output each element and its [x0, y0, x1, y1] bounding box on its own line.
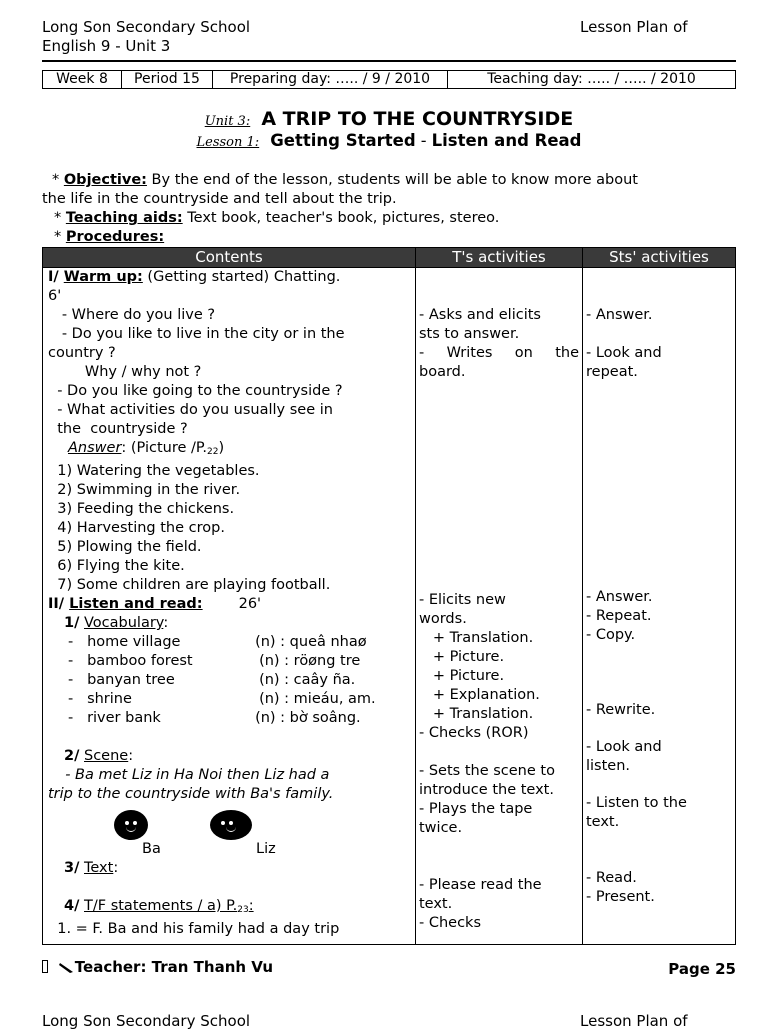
answer-page: 22 — [207, 447, 219, 457]
page-number: Page 25 — [668, 960, 736, 978]
period-cell — [122, 71, 213, 89]
tf-label: T/F statements / a) $P._{23}$: — [84, 898, 254, 915]
subject-line: English 9 - Unit 3 — [42, 37, 171, 55]
teacher-line: words. — [419, 611, 467, 627]
vocab-heading: 1/ Vocabulary: — [64, 615, 169, 631]
student-line: listen. — [586, 758, 631, 774]
objective: * Objective: By the end of the lesson, students will be able to know more about — [52, 172, 638, 188]
aids-label: Teaching aids: — [65, 210, 183, 226]
tf-label-text: T/F statements / a) P. — [84, 898, 238, 914]
answer-item: 4) Harvesting the crop. — [48, 520, 225, 536]
tf-page: 23 — [237, 905, 249, 915]
objective-text: By the end of the lesson, students will be able to know more about — [146, 172, 638, 188]
teacher-line — [419, 857, 579, 876]
teacher-line: - Please read the — [419, 877, 542, 893]
vocab-item: - home village (n) : queâ nhaø — [68, 634, 367, 650]
face-names — [48, 840, 412, 859]
procedures: * Procedures: — [54, 229, 165, 245]
warmup-line: - What activities do you usually see in — [48, 402, 333, 418]
student-line: - Rewrite. — [586, 702, 656, 718]
teacher-line: + Picture. — [419, 668, 505, 684]
teacher-line: + Translation. — [419, 630, 534, 646]
vocab-vi: (n) : caây ña. — [259, 672, 356, 688]
student-line: - Repeat. — [586, 608, 652, 624]
answer-line: Answer: (Picture $/P._{22}$) — [68, 440, 225, 457]
teacher-line: sts to answer. — [419, 326, 520, 342]
liz-face-icon — [210, 810, 252, 840]
answer-item: 3) Feeding the chickens. — [48, 501, 235, 517]
lesson-title-row — [42, 131, 736, 150]
vocab-en: home village — [87, 634, 181, 650]
tf-first: 1. = F. Ba and his family had a day trip — [48, 921, 340, 937]
procedures-label: Procedures: — [65, 229, 165, 245]
box-icon — [42, 960, 48, 973]
vocab-vi: (n) : mieáu, am. — [259, 691, 376, 707]
pen-icon — [59, 962, 75, 972]
col-teacher: T's activities — [416, 248, 583, 268]
student-line: - Present. — [586, 889, 655, 905]
scene-text: trip to the countryside with Ba's family. — [48, 786, 334, 802]
lesson-title-b: Listen and Read — [431, 131, 582, 150]
answer-label: Answer — [68, 440, 122, 456]
teacher-line: introduce the text. — [419, 782, 554, 798]
school-name: Long Son Secondary School — [42, 18, 251, 36]
student-line: - Read. — [586, 870, 637, 886]
student-line: - Copy. — [586, 627, 636, 643]
warmup-time: 6' — [48, 288, 62, 304]
students-cell — [583, 268, 736, 945]
answer-item: 7) Some children are playing football. — [48, 577, 331, 593]
col-contents: Contents — [43, 248, 416, 268]
teacher-line: - Plays the tape — [419, 801, 533, 817]
student-line: - Listen to the — [586, 795, 687, 811]
teacher-line — [419, 743, 579, 762]
teacher-line: - Checks (ROR) — [419, 725, 529, 741]
vocab-en: river bank — [87, 710, 161, 726]
vocab-item: - river bank (n) : bờ soâng. — [68, 710, 361, 726]
listen-label: Listen and read: — [69, 596, 203, 612]
student-line: - Look and — [586, 739, 662, 755]
warmup-label: Warm up: — [63, 269, 143, 285]
procedure-table — [42, 247, 736, 945]
ba-face-icon — [114, 810, 148, 840]
answer-item: 6) Flying the kite. — [48, 558, 185, 574]
header-rule — [42, 60, 736, 62]
warmup-line: Why / why not ? — [48, 364, 202, 380]
faces-row — [48, 804, 412, 840]
objective-cont: the life in the countryside and tell about the trip. — [42, 191, 397, 207]
listen-heading: II/ Listen and read: 26' — [48, 596, 262, 612]
student-line — [586, 325, 732, 344]
teacher-line — [419, 838, 579, 857]
student-line: - Answer. — [586, 589, 653, 605]
warmup-line: - Where do you live ? — [48, 307, 216, 323]
unit-title-row — [42, 108, 736, 130]
vocab-vi: (n) : röøng tre — [259, 653, 361, 669]
week-cell: Week 8 — [43, 71, 122, 89]
answer-item: 2) Swimming in the river. — [48, 482, 241, 498]
page-footer — [42, 958, 736, 976]
text-heading: 3/ Text: — [64, 860, 119, 876]
preparing-cell: Preparing day: ….. / 9 / 2010 — [213, 71, 448, 89]
teacher-line: - Asks and elicits — [419, 307, 541, 323]
teacher-line: text. — [419, 896, 453, 912]
answer-text: : (Picture /P. — [121, 440, 208, 456]
vocab-en: shrine — [87, 691, 132, 707]
unit-title: A TRIP TO THE COUNTRYSIDE — [261, 108, 574, 130]
vocab-label: Vocabulary — [84, 615, 164, 631]
teacher-line: - Writes on the — [419, 345, 579, 361]
unit-tag: Unit 3: — [204, 114, 251, 129]
next-school-name: Long Son Secondary School — [42, 1012, 251, 1030]
col-students: Sts' activities — [583, 248, 736, 268]
vocab-item: - shrine (n) : mieáu, am. — [68, 691, 376, 707]
ba-name: Ba — [142, 841, 161, 857]
lesson-tag: Lesson 1: — [196, 135, 260, 150]
next-plan-label: Lesson Plan of — [580, 1012, 688, 1030]
text-label: Text — [84, 860, 114, 876]
answer-item: 1) Watering the vegetables. — [48, 463, 260, 479]
warmup-heading: I/ Warm up: (Getting started) Chatting. — [48, 269, 341, 285]
warmup-line: country ? — [48, 345, 116, 361]
warmup-line: - Do you like to live in the city or in the — [48, 326, 345, 342]
tf-heading: 4/ T/F statements / a) $P._{23}$: — [64, 898, 254, 915]
lesson-title-a: Getting Started — [270, 131, 416, 150]
info-table — [42, 70, 736, 89]
scene-text: - Ba met Liz in Ha Noi then Liz had a — [56, 767, 330, 783]
liz-name: Liz — [256, 841, 276, 857]
vocab-en: banyan tree — [87, 672, 175, 688]
lesson-title-sep: - — [415, 131, 432, 150]
listen-time: 26' — [238, 596, 262, 612]
teacher-line: + Translation. — [419, 706, 534, 722]
teacher-line: - Checks — [419, 915, 482, 931]
teacher-cell — [416, 268, 583, 945]
aids-text: Text book, teacher's book, pictures, stereo. — [182, 210, 500, 226]
vocab-en: bamboo forest — [87, 653, 193, 669]
vocab-item: - banyan tree (n) : caây ña. — [68, 672, 356, 688]
teacher-line: twice. — [419, 820, 463, 836]
student-line: text. — [586, 814, 620, 830]
contents-cell — [43, 268, 416, 945]
teacher-line: + Picture. — [419, 649, 505, 665]
teacher-line: - Sets the scene to — [419, 763, 555, 779]
teaching-cell: Teaching day: ….. / ….. / 2010 — [448, 71, 736, 89]
vocab-vi: (n) : bờ soâng. — [255, 710, 361, 726]
scene-label: Scene — [84, 748, 129, 764]
answer-item: 5) Plowing the field. — [48, 539, 202, 555]
plan-label: Lesson Plan of — [580, 18, 688, 36]
objective-label: Objective: — [63, 172, 147, 188]
warmup-line: the countryside ? — [48, 421, 188, 437]
teacher-line: - Elicits new — [419, 592, 506, 608]
warmup-text: (Getting started) Chatting. — [142, 269, 341, 285]
student-line: repeat. — [586, 364, 638, 380]
teacher-name: Teacher: Tran Thanh Vu — [74, 958, 274, 976]
vocab-item: - bamboo forest (n) : röøng tre — [68, 653, 361, 669]
warmup-line: - Do you like going to the countryside ? — [48, 383, 343, 399]
period-label: Period 15 — [134, 71, 200, 87]
teacher-line: + Explanation. — [419, 687, 540, 703]
vocab-vi: (n) : queâ nhaø — [255, 634, 367, 650]
scene-heading: 2/ Scene: — [64, 748, 134, 764]
student-line: - Look and — [586, 345, 662, 361]
teaching-aids: * Teaching aids: Text book, teacher's book, pictures, stereo. — [54, 210, 500, 226]
teacher-line: board. — [419, 364, 466, 380]
student-line: - Answer. — [586, 307, 653, 323]
